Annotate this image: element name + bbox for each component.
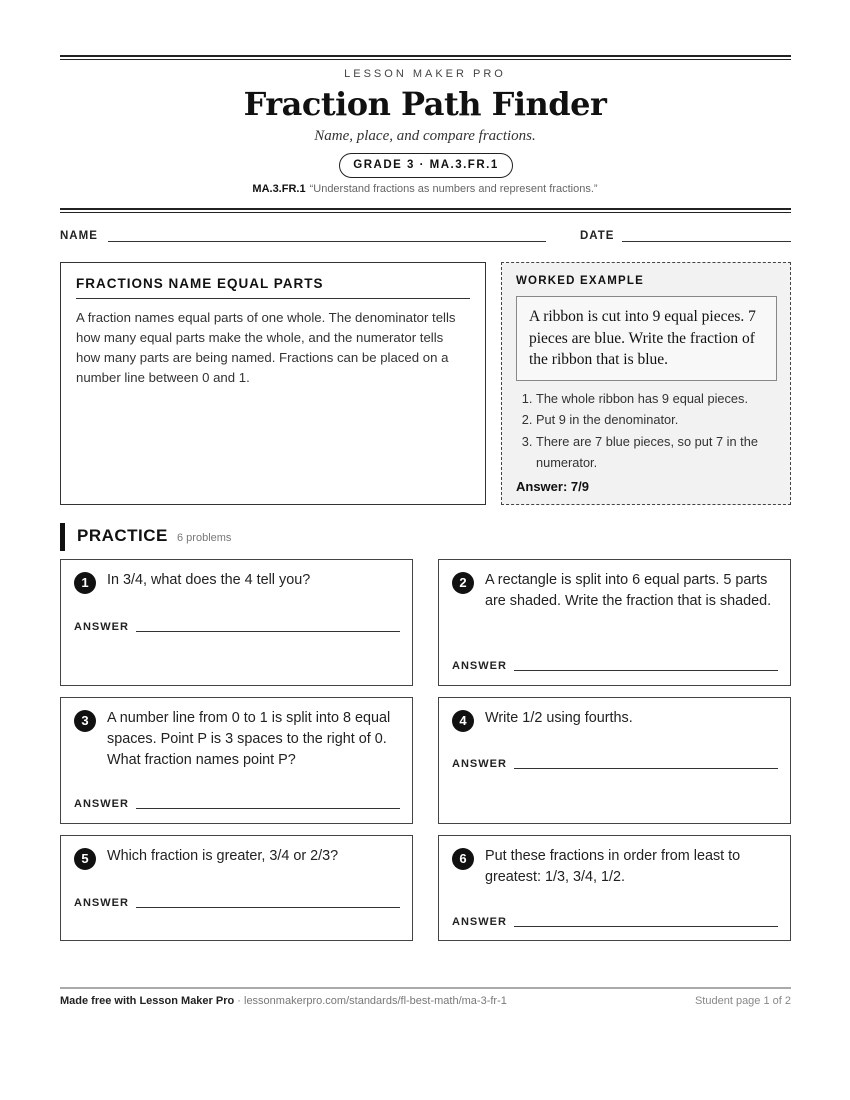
answer-label: ANSWER xyxy=(452,758,507,770)
worked-example-box xyxy=(501,262,791,505)
footer-rule xyxy=(60,987,791,989)
answer-label: ANSWER xyxy=(452,660,507,672)
problem-text: A rectangle is split into 6 equal parts. 5 parts are shaded. Write the fraction that is shaded. xyxy=(485,572,772,609)
footer-credit xyxy=(60,995,507,1007)
answer-label: ANSWER xyxy=(74,897,129,909)
answer-field-6[interactable] xyxy=(514,926,778,927)
practice-count: 6 problems xyxy=(177,532,232,544)
problem-text: Which fraction is greater, 3/4 or 2/3? xyxy=(107,848,339,864)
problem-card-1 xyxy=(60,559,413,686)
problem-text: Write 1/2 using fourths. xyxy=(485,710,633,726)
problem-card-5 xyxy=(60,835,413,941)
footer-page-number: Student page 1 of 2 xyxy=(694,995,791,1007)
problem-number-badge: 6 xyxy=(452,848,474,870)
problem-text: A number line from 0 to 1 is split into 8 equal spaces. Point P is 3 spaces to the right of 0. What fraction names point P? xyxy=(107,710,391,768)
name-field[interactable] xyxy=(108,241,546,242)
date-label: DATE xyxy=(580,230,615,242)
worksheet-subtitle: Name, place, and compare fractions. xyxy=(314,128,536,144)
concept-body: A fraction names equal parts of one whole. The denominator tells how many equal parts make the whole, and the numerator tells how many parts are being named. Fractions can be placed on a number line between 0 and 1. xyxy=(76,310,456,385)
worked-example-step: 1. The whole ribbon has 9 equal pieces. xyxy=(536,388,776,410)
worked-example-answer: Answer: 7/9 xyxy=(516,478,589,494)
concept-box xyxy=(60,262,486,505)
standard-code: MA.3.FR.1 xyxy=(252,183,306,195)
answer-field-3[interactable] xyxy=(136,808,400,809)
answer-label: ANSWER xyxy=(74,621,129,633)
worked-example-prompt: A ribbon is cut into 9 equal pieces. 7 pieces are blue. Write the fraction of the ribbon that is blue. xyxy=(516,296,777,381)
worked-example-steps xyxy=(516,388,776,474)
standard-text: “Understand fractions as numbers and represent fractions.” xyxy=(309,183,598,195)
problem-card-6 xyxy=(438,835,791,941)
footer-url[interactable]: · lessonmakerpro.com/standards/fl-best-math/ma-3-fr-1 xyxy=(234,995,507,1007)
brand-name: LESSON MAKER PRO xyxy=(344,68,506,80)
standard-line xyxy=(0,183,850,195)
worked-example-heading: WORKED EXAMPLE xyxy=(516,275,644,287)
header-bottom-rule xyxy=(60,208,791,213)
answer-field-4[interactable] xyxy=(514,768,778,769)
problem-text: In 3/4, what does the 4 tell you? xyxy=(107,572,311,588)
header-top-rule xyxy=(60,55,791,60)
problem-number-badge: 5 xyxy=(74,848,96,870)
problem-number-badge: 2 xyxy=(452,572,474,594)
problem-text: Put these fractions in order from least to greatest: 1/3, 3/4, 1/2. xyxy=(485,848,741,885)
problem-number-badge: 1 xyxy=(74,572,96,594)
footer-made-with: Made free with Lesson Maker Pro xyxy=(60,995,235,1007)
worked-example-step: 2. Put 9 in the denominator. xyxy=(536,409,776,431)
answer-label: ANSWER xyxy=(452,916,507,928)
answer-field-2[interactable] xyxy=(514,670,778,671)
practice-heading: PRACTICE xyxy=(77,526,168,545)
problem-card-4 xyxy=(438,697,791,824)
grade-badge: GRADE 3 · MA.3.FR.1 xyxy=(339,153,513,178)
problem-card-2 xyxy=(438,559,791,686)
answer-label: ANSWER xyxy=(74,798,129,810)
date-field[interactable] xyxy=(622,241,791,242)
problem-number-badge: 4 xyxy=(452,710,474,732)
problem-number-badge: 3 xyxy=(74,710,96,732)
worksheet-title: Fraction Path Finder xyxy=(243,85,607,123)
answer-field-1[interactable] xyxy=(136,631,400,632)
concept-heading: FRACTIONS NAME EQUAL PARTS xyxy=(76,276,470,299)
name-label: NAME xyxy=(60,230,98,242)
problem-card-3 xyxy=(60,697,413,824)
worked-example-step: 3. There are 7 blue pieces, so put 7 in the numerator. xyxy=(536,431,776,474)
answer-field-5[interactable] xyxy=(136,907,400,908)
practice-accent-bar xyxy=(60,523,65,551)
